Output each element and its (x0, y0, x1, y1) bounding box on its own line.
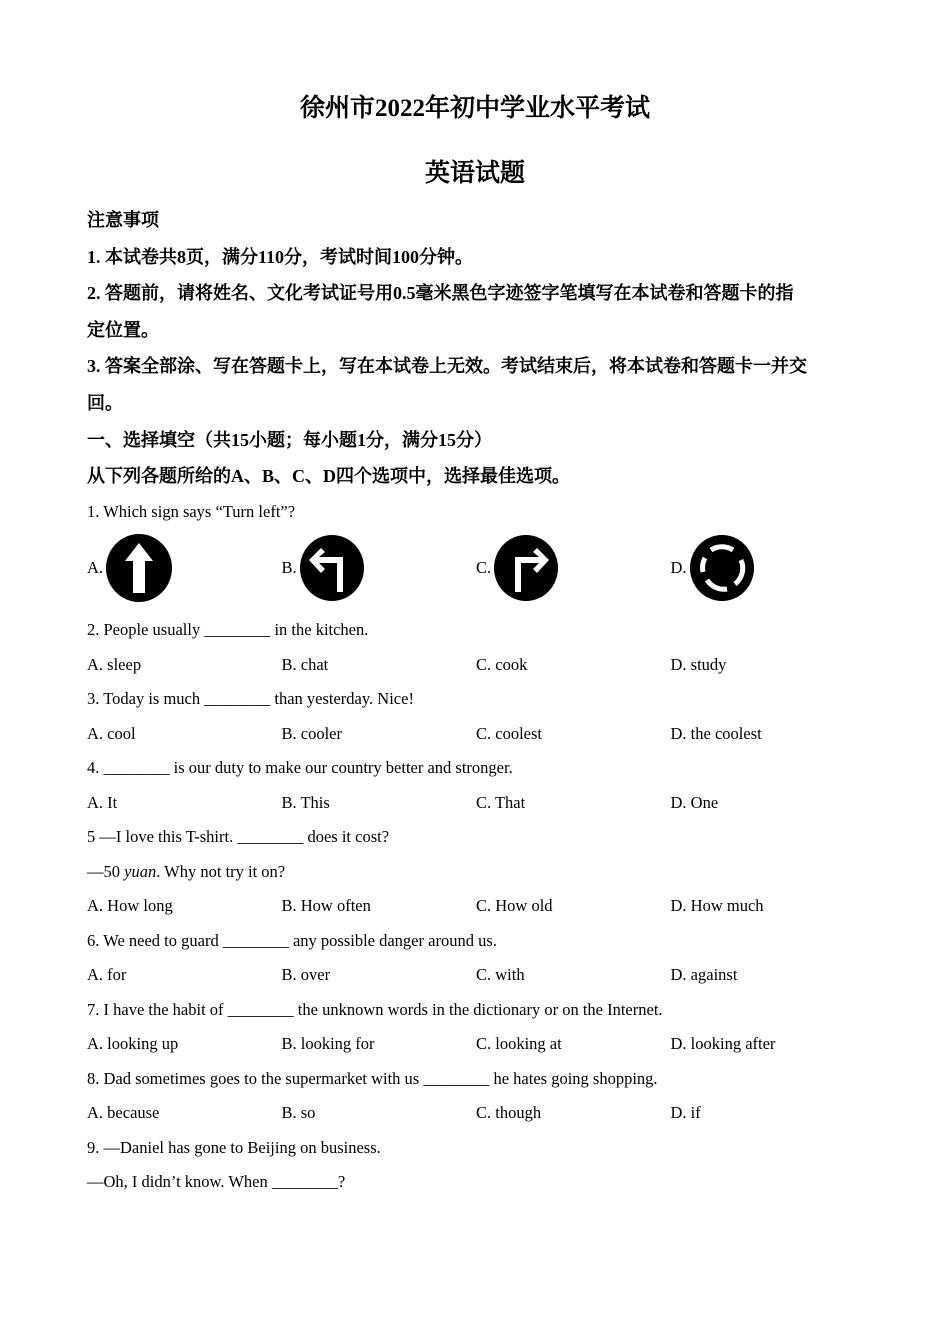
option-a: A. for (87, 965, 127, 984)
option-c: C. That (476, 792, 526, 812)
questions (87, 613, 867, 1200)
option-c: C. looking at (476, 1034, 562, 1053)
option-d: D. looking after (670, 1034, 776, 1053)
option-d: D. study (670, 654, 727, 674)
note-line: 定位置。 (87, 319, 159, 340)
question-stem: 4. ________ is our duty to make our country better and stronger. (87, 758, 513, 777)
question-options (87, 958, 867, 993)
option-a: A. because (87, 1103, 160, 1122)
question-options (87, 786, 867, 821)
option-label: C. (476, 558, 492, 577)
question-reply (87, 855, 867, 890)
option-b: B. How often (281, 896, 371, 915)
q1-option-c (476, 532, 671, 604)
question-reply: —Oh, I didn’t know. When ________? (87, 1172, 346, 1191)
note-line: 2. 答题前，请将姓名、文化考试证号用0.5毫米黑色字迹签字笔填写在本试卷和答题卡的指 (87, 283, 794, 304)
notes-heading: 注意事项 (87, 210, 159, 230)
question-stem: 7. I have the habit of ________ the unknown words in the dictionary or on the Internet. (87, 999, 663, 1019)
question-options (87, 1027, 867, 1062)
roundabout-sign-icon (689, 534, 755, 602)
option-b: B. This (281, 792, 330, 812)
option-a: A. sleep (87, 654, 142, 674)
option-d: D. One (670, 792, 719, 812)
section-heading: 一、选择填空（共15小题；每小题1分，满分15分） (87, 429, 492, 450)
section-instruction: 从下列各题所给的A、B、C、D四个选项中，选择最佳选项。 (87, 466, 571, 487)
option-b: B. so (281, 1103, 316, 1122)
option-b: B. over (281, 965, 331, 984)
option-label: A. (87, 558, 104, 577)
option-a: A. How long (87, 896, 173, 915)
question-stem: 8. Dad sometimes goes to the supermarket with us ________ he hates going shopping. (87, 1068, 658, 1088)
option-b: B. cooler (281, 723, 342, 743)
option-c: C. though (476, 1103, 542, 1122)
exam-subtitle: 英语试题 (424, 160, 525, 187)
note-line: 3. 答案全部涂、写在答题卡上，写在本试卷上无效。考试结束后，将本试卷和答题卡一并交 (87, 356, 807, 377)
question-stem: 3. Today is much ________ than yesterday. Nice! (87, 689, 414, 708)
straight-arrow-sign-icon (105, 533, 173, 603)
question-stem: 5 —I love this T-shirt. ________ does it cost? (87, 827, 390, 846)
option-a: A. cool (87, 723, 136, 743)
option-d: D. against (670, 965, 738, 984)
option-c: C. coolest (476, 723, 542, 743)
option-label: B. (281, 558, 297, 577)
question-options (87, 717, 867, 752)
q1-options (87, 532, 865, 604)
option-a: A. looking up (87, 1034, 179, 1053)
reply-italic: yuan (124, 861, 157, 881)
exam-title: 徐州市2022年初中学业水平考试 (299, 95, 650, 122)
option-d: D. the coolest (670, 723, 762, 743)
question-stem: 6. We need to guard ________ any possible danger around us. (87, 930, 497, 950)
option-label: D. (670, 558, 687, 577)
option-c: C. cook (476, 654, 528, 674)
turn-left-sign-icon (299, 534, 365, 602)
option-c: C. with (476, 965, 525, 984)
q1-option-a (87, 532, 282, 604)
option-d: D. if (670, 1103, 701, 1122)
option-a: A. It (87, 792, 118, 812)
question-stem: 2. People usually ________ in the kitchen. (87, 620, 369, 639)
reply-text: —50 (87, 861, 125, 881)
reply-text: . Why not try it on? (156, 861, 286, 881)
option-b: B. looking for (281, 1034, 375, 1053)
notes-section (87, 202, 867, 529)
q1-option-b (282, 532, 477, 604)
option-b: B. chat (281, 654, 329, 674)
question-options (87, 1096, 867, 1131)
question-stem: 9. —Daniel has gone to Beijing on business. (87, 1137, 381, 1157)
note-line: 回。 (87, 392, 123, 413)
question-stem: 1. Which sign says “Turn left”? (87, 501, 296, 521)
q1-option-d (671, 532, 866, 604)
question-options (87, 648, 867, 683)
option-c: C. How old (476, 896, 553, 915)
question-options (87, 889, 867, 924)
option-d: D. How much (670, 896, 764, 915)
turn-right-sign-icon (493, 534, 559, 602)
note-line: 1. 本试卷共8页，满分110分，考试时间100分钟。 (87, 246, 474, 267)
